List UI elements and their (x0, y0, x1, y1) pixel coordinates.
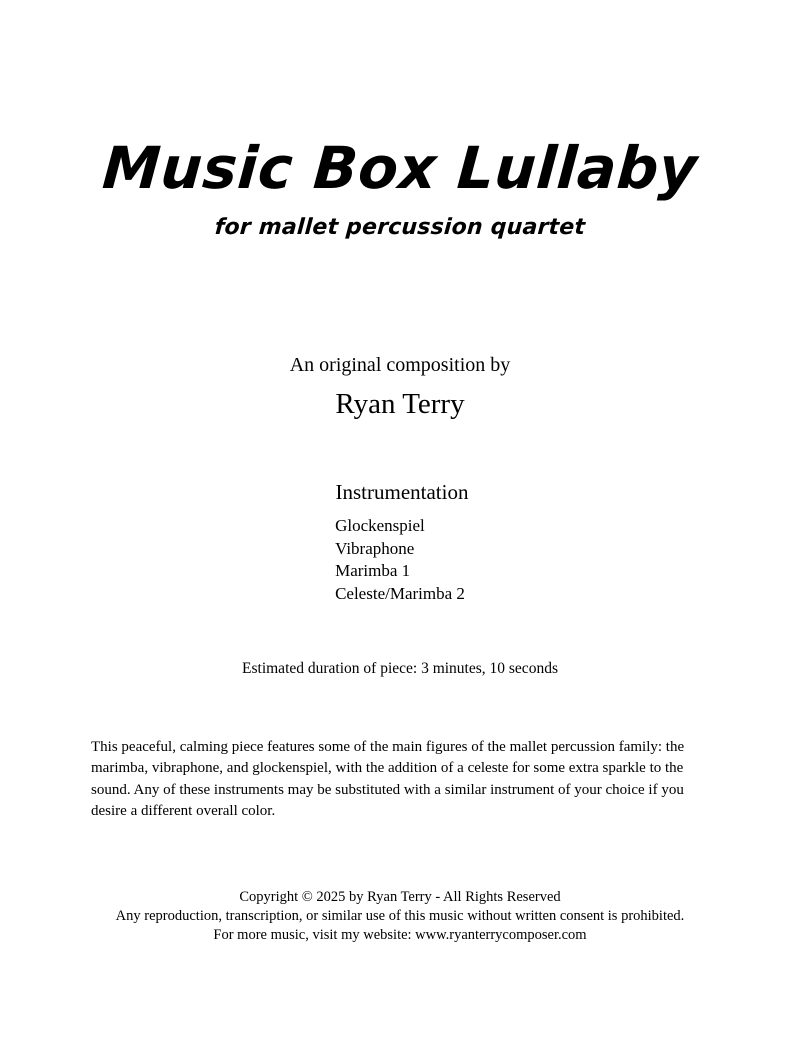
list-item: Glockenspiel (335, 516, 425, 535)
copyright-line-1: Copyright © 2025 by Ryan Terry - All Rights Reserved (239, 889, 561, 905)
copyright-line-3: For more music, visit my website: www.ryanterrycomposer.com (213, 927, 587, 944)
title-block (0, 134, 800, 240)
page-subtitle: for mallet percussion quartet (213, 214, 587, 240)
list-item: Celeste/Marimba 2 (335, 583, 465, 603)
list-item: Vibraphone (335, 538, 415, 558)
copyright-block (0, 888, 800, 945)
list-item: Marimba 1 (335, 561, 411, 581)
program-note: This peaceful, calming piece features some of the main figures of the mallet percussion family: the marimba, vibraphone, and glockenspiel, with the addition of a celeste for some extra sparkle to the sound. Any of these instruments may be substituted with a similar instrument of your choice if you desire a different overall color. (91, 739, 685, 819)
instrumentation-heading: Instrumentation (335, 480, 469, 504)
composer-block (0, 352, 800, 424)
instrumentation-list (335, 515, 465, 605)
composer-name: Ryan Terry (335, 388, 465, 420)
composed-by-label: An original composition by (289, 354, 511, 376)
copyright-line-2: Any reproduction, transcription, or similar use of this music without written consent is prohibited. (115, 908, 685, 925)
duration-text: Estimated duration of piece: 3 minutes, 10 seconds (242, 660, 558, 677)
instrumentation-block (0, 480, 800, 605)
page-title: Music Box Lullaby (100, 134, 700, 202)
